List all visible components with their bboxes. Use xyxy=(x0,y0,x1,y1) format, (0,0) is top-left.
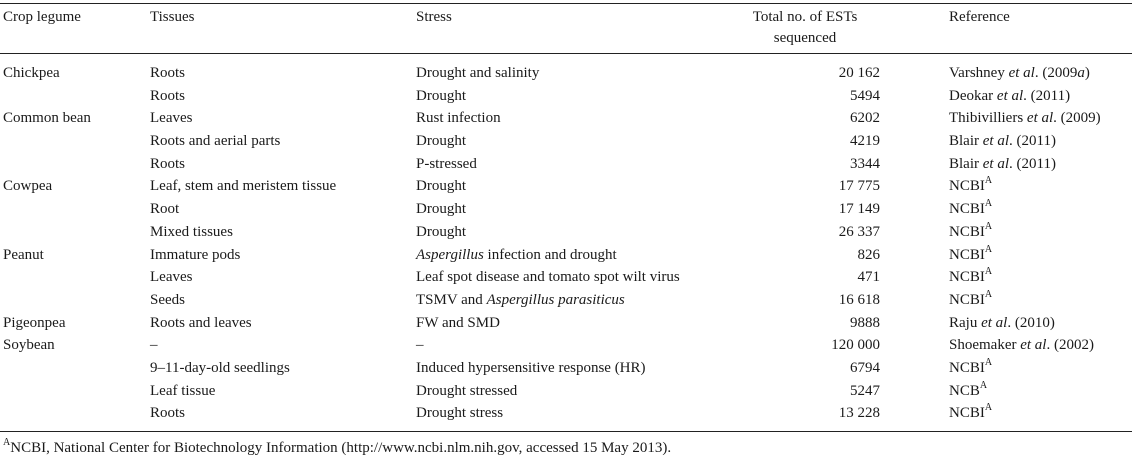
header-ests-line1: Total no. of ESTs xyxy=(752,9,858,25)
ref-footnote-marker: A xyxy=(984,356,993,368)
ests-value: 6202 xyxy=(850,110,880,127)
ref-year: . (2011) xyxy=(1009,133,1056,150)
table-top-rule xyxy=(0,3,1132,4)
cell-ests xyxy=(839,62,880,84)
table-row xyxy=(0,244,1132,267)
cell-ests xyxy=(850,130,880,152)
ref-author: NCB xyxy=(949,382,980,399)
cell-reference xyxy=(949,175,992,197)
cell-tissue xyxy=(150,380,215,402)
tissue-text: 9–11-day-old seedlings xyxy=(150,359,290,376)
ref-author: Deokar xyxy=(949,87,997,104)
cell-stress xyxy=(416,244,617,266)
cell-tissue xyxy=(150,130,280,152)
crop-text: Chickpea xyxy=(3,65,60,81)
ests-value: 16 618 xyxy=(838,291,880,308)
header-stress: Stress xyxy=(416,9,452,25)
tissue-text: Roots and leaves xyxy=(150,314,252,331)
cell-tissue xyxy=(150,198,179,220)
cell-tissue xyxy=(150,402,185,424)
table-row xyxy=(0,130,1132,153)
stress-text: Drought xyxy=(416,133,466,150)
ref-year: . (2011) xyxy=(1009,155,1056,172)
ref-author: Varshney xyxy=(949,65,1009,81)
cell-reference xyxy=(949,107,1101,129)
table-row xyxy=(0,334,1132,357)
ref-etal: et al xyxy=(1020,337,1047,354)
ref-etal: et al xyxy=(982,133,1009,150)
stress-text: Drought stress xyxy=(416,405,504,422)
header-reference: Reference xyxy=(949,9,1010,25)
ests-value: 20 162 xyxy=(838,65,880,81)
ests-value: 4219 xyxy=(850,133,880,150)
stress-text: Drought xyxy=(416,87,466,104)
ref-author: NCBI xyxy=(949,178,985,195)
stress-text: Drought xyxy=(416,201,466,218)
tissue-text: Immature pods xyxy=(150,246,241,263)
ref-year: . (2009 xyxy=(1034,65,1078,81)
cell-ests xyxy=(858,244,881,266)
ests-value: 17 149 xyxy=(838,201,880,218)
ests-value: 826 xyxy=(857,246,880,263)
crop-text: Pigeonpea xyxy=(3,314,66,331)
cell-ests xyxy=(839,289,880,311)
tissue-text: – xyxy=(150,337,158,354)
cell-tissue xyxy=(150,357,290,379)
cell-tissue xyxy=(150,266,192,288)
stress-italic-after: Aspergillus parasiticus xyxy=(486,291,625,308)
table-row xyxy=(0,357,1132,380)
ref-year: . (2011) xyxy=(1023,87,1071,104)
ref-footnote-marker: A xyxy=(979,379,988,391)
stress-text: Drought xyxy=(416,223,466,240)
tissue-text: Seeds xyxy=(150,291,185,308)
ref-etal: et al xyxy=(1026,110,1054,127)
ref-author: NCBI xyxy=(949,359,985,376)
ref-author: NCBI xyxy=(949,405,985,422)
stress-text: Drought xyxy=(416,178,466,195)
cell-reference xyxy=(949,153,1056,175)
tissue-text: Leaf tissue xyxy=(150,382,216,399)
table-row xyxy=(0,198,1132,221)
ests-value: 9888 xyxy=(850,314,880,331)
ref-author: NCBI xyxy=(949,269,985,286)
ref-year-suffix: a xyxy=(1077,65,1085,81)
ref-etal: et al xyxy=(981,314,1008,331)
cell-stress xyxy=(416,266,680,288)
cell-crop xyxy=(3,107,91,129)
cell-stress xyxy=(416,402,503,424)
cell-crop xyxy=(3,62,60,84)
stress-text: TSMV and xyxy=(416,291,487,308)
ref-author: NCBI xyxy=(949,246,985,263)
ests-value: 6794 xyxy=(850,359,880,376)
tissue-text: Roots xyxy=(150,405,186,422)
stress-text: P-stressed xyxy=(416,155,477,172)
cell-reference xyxy=(949,62,1090,84)
cell-tissue xyxy=(150,107,192,129)
cell-tissue xyxy=(150,289,185,311)
ests-value: 17 775 xyxy=(838,178,880,195)
stress-text: Drought stressed xyxy=(416,382,518,399)
tissue-text: Root xyxy=(150,201,180,218)
cell-crop xyxy=(3,334,55,356)
cell-tissue xyxy=(150,62,185,84)
cell-reference xyxy=(949,289,992,311)
tissue-text: Roots and aerial parts xyxy=(150,133,281,150)
crop-text: Peanut xyxy=(3,246,44,263)
ref-year: . (2009) xyxy=(1053,110,1101,127)
stress-text: Drought and salinity xyxy=(416,65,540,81)
cell-ests xyxy=(839,402,880,424)
ref-author: NCBI xyxy=(949,223,985,240)
ref-author: Raju xyxy=(949,314,982,331)
tissue-text: Roots xyxy=(150,87,186,104)
table-row xyxy=(0,266,1132,289)
cell-stress xyxy=(416,107,501,129)
cell-stress xyxy=(416,153,477,175)
table-header-rule xyxy=(0,53,1132,54)
cell-crop xyxy=(3,312,65,334)
ref-year: . (2002) xyxy=(1046,337,1094,354)
cell-ests xyxy=(850,85,880,107)
ests-value: 5247 xyxy=(850,382,880,399)
cell-stress xyxy=(416,85,466,107)
header-ests xyxy=(730,7,880,49)
stress-text: infection and drought xyxy=(483,246,617,263)
cell-ests xyxy=(831,334,880,356)
ref-author: Shoemaker xyxy=(949,337,1021,354)
table-row xyxy=(0,402,1132,425)
cell-ests xyxy=(839,175,880,197)
ref-author: NCBI xyxy=(949,201,985,218)
crop-text: Cowpea xyxy=(3,178,53,195)
table-row xyxy=(0,380,1132,403)
cell-reference xyxy=(949,380,987,402)
table-row xyxy=(0,312,1132,335)
ref-etal: et al xyxy=(996,87,1024,104)
ests-value: 120 000 xyxy=(831,337,880,354)
cell-ests xyxy=(839,221,880,243)
ref-footnote-marker: A xyxy=(984,288,993,300)
cell-ests xyxy=(850,312,880,334)
ref-author: NCBI xyxy=(949,291,985,308)
cell-tissue xyxy=(150,312,252,334)
cell-reference xyxy=(949,85,1070,107)
cell-stress xyxy=(416,312,500,334)
cell-stress xyxy=(416,357,646,379)
ref-author: Blair xyxy=(949,155,983,172)
stress-text: Leaf spot disease and tomato spot wilt virus xyxy=(416,269,680,286)
cell-reference xyxy=(949,221,992,243)
ref-footnote-marker: A xyxy=(984,175,993,187)
ref-footnote-marker: A xyxy=(984,243,993,255)
cell-crop xyxy=(3,175,52,197)
ref-footnote-marker: A xyxy=(984,220,993,232)
tissue-text: Mixed tissues xyxy=(150,223,233,240)
ref-author: Thibivilliers xyxy=(949,110,1027,127)
table-row xyxy=(0,107,1132,130)
cell-reference xyxy=(949,244,992,266)
cell-stress xyxy=(416,289,625,311)
crop-text: Common bean xyxy=(3,110,91,127)
cell-ests xyxy=(850,357,880,379)
ref-etal: et al xyxy=(982,155,1009,172)
cell-stress xyxy=(416,334,424,356)
stress-text: Induced hypersensitive response (HR) xyxy=(416,359,646,376)
table-row xyxy=(0,62,1132,85)
cell-reference xyxy=(949,198,992,220)
cell-reference xyxy=(949,357,992,379)
cell-stress xyxy=(416,130,466,152)
cell-stress xyxy=(416,221,466,243)
tissue-text: Roots xyxy=(150,155,186,172)
ref-footnote-marker: A xyxy=(984,402,993,414)
cell-reference xyxy=(949,402,992,424)
cell-ests xyxy=(839,198,880,220)
stress-italic: Aspergillus xyxy=(416,246,484,263)
tissue-text: Leaves xyxy=(150,110,193,127)
ests-value: 3344 xyxy=(850,155,880,172)
cell-reference xyxy=(949,130,1056,152)
table-body xyxy=(0,62,1132,425)
tissue-text: Roots xyxy=(150,65,186,81)
cell-reference xyxy=(949,334,1094,356)
cell-tissue xyxy=(150,244,240,266)
ests-value: 5494 xyxy=(850,87,880,104)
cell-tissue xyxy=(150,221,233,243)
cell-reference xyxy=(949,312,1055,334)
ref-etal: et al xyxy=(1008,65,1035,81)
cell-crop xyxy=(3,244,44,266)
table-footnote xyxy=(3,437,671,459)
tissue-text: Leaves xyxy=(150,269,193,286)
table-row xyxy=(0,85,1132,108)
cell-stress xyxy=(416,380,517,402)
cell-stress xyxy=(416,62,539,84)
ests-value: 471 xyxy=(857,269,880,286)
stress-text: – xyxy=(416,337,424,354)
stress-text: FW and SMD xyxy=(416,314,500,331)
header-crop: Crop legume xyxy=(3,9,81,25)
header-tissues: Tissues xyxy=(150,9,195,25)
cell-tissue xyxy=(150,85,185,107)
cell-ests xyxy=(850,107,880,129)
footnote-marker: A xyxy=(3,437,11,448)
ref-year: . (2010) xyxy=(1007,314,1055,331)
crop-text: Soybean xyxy=(3,337,55,354)
cell-ests xyxy=(850,153,880,175)
ests-value: 26 337 xyxy=(838,223,880,240)
stress-text: Rust infection xyxy=(416,110,501,127)
table-row xyxy=(0,289,1132,312)
ref-footnote-marker: A xyxy=(984,198,993,210)
cell-ests xyxy=(858,266,881,288)
ref-footnote-marker: A xyxy=(984,266,993,278)
cell-reference xyxy=(949,266,992,288)
tissue-text: Leaf, stem and meristem tissue xyxy=(150,178,337,195)
header-ests-line2: sequenced xyxy=(773,30,837,46)
ests-value: 13 228 xyxy=(838,405,880,422)
ref-author: Blair xyxy=(949,133,983,150)
footnote-text: NCBI, National Center for Biotechnology Information (http://www.ncbi.nlm.nih.gov, accessed 15 May 2013). xyxy=(10,440,672,456)
ref-close: ) xyxy=(1084,65,1090,81)
cell-tissue xyxy=(150,175,336,197)
table-row xyxy=(0,221,1132,244)
cell-ests xyxy=(850,380,880,402)
cell-tissue xyxy=(150,153,185,175)
table-bottom-rule xyxy=(0,431,1132,432)
cell-stress xyxy=(416,175,466,197)
cell-stress xyxy=(416,198,466,220)
cell-tissue xyxy=(150,334,158,356)
table-row xyxy=(0,175,1132,198)
table-row xyxy=(0,153,1132,176)
